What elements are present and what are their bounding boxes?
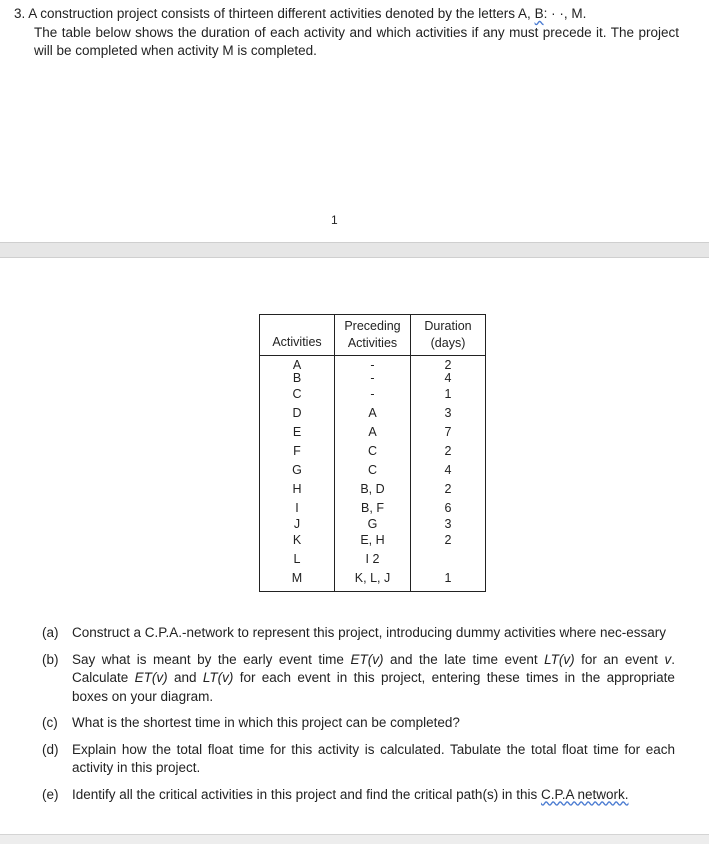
- activity-cell: K: [292, 533, 302, 547]
- part-b-t2: and the late time event: [389, 651, 538, 667]
- activity-cell: C: [292, 387, 302, 401]
- part-d: [42, 741, 675, 778]
- activity-cell: G: [292, 463, 302, 477]
- part-b: [42, 651, 675, 707]
- part-d-label: (d): [42, 741, 59, 757]
- late-event-time-2: LT(v): [202, 670, 234, 685]
- early-event-time: ET(v): [350, 651, 384, 667]
- question-parts: [42, 624, 675, 812]
- activities-column: [260, 356, 335, 592]
- preceding-cell: G: [367, 517, 378, 531]
- cpa-network-link: C.P.A network.: [540, 786, 629, 802]
- preceding-cell: -: [370, 387, 375, 401]
- part-b-t4: . Calculate: [72, 651, 675, 685]
- duration-cell: 2: [444, 444, 452, 458]
- activity-cell: D: [292, 406, 302, 420]
- preceding-cell: A: [368, 406, 377, 420]
- table-body-row: [260, 356, 486, 592]
- preceding-cell: -: [370, 358, 375, 372]
- part-e-label: (e): [42, 786, 59, 802]
- letter-b: B: [534, 6, 544, 21]
- page-separator: [0, 242, 709, 258]
- activity-cell: A: [292, 358, 302, 372]
- activity-cell: H: [292, 482, 302, 496]
- header-duration-line2: (days): [430, 336, 466, 350]
- part-c-text: What is the shortest time in which this project can be completed?: [72, 715, 460, 730]
- part-b-t3: for an event: [581, 651, 658, 667]
- activity-cell: I: [295, 501, 299, 515]
- header-preceding: [335, 315, 411, 356]
- preceding-cell: A: [368, 425, 377, 439]
- part-b-text: [72, 651, 675, 707]
- duration-cell: 6: [444, 501, 452, 515]
- part-b-t5: and: [173, 670, 197, 685]
- question-number: 3.: [14, 6, 26, 21]
- header-preceding-line2: Activities: [347, 336, 398, 350]
- part-c: [42, 714, 675, 733]
- early-event-time-2: ET(v): [134, 670, 168, 685]
- part-b-t1: Say what is meant by the early event time: [72, 651, 344, 667]
- header-activities-label: Activities: [272, 334, 322, 349]
- activity-cell: J: [293, 517, 301, 531]
- late-event-time: LT(v): [544, 651, 575, 667]
- duration-cell: 2: [444, 482, 452, 496]
- duration-cell: 7: [444, 425, 452, 439]
- activity-cell: L: [293, 552, 301, 566]
- part-c-label: (c): [42, 715, 58, 730]
- table-header-row: [260, 315, 486, 356]
- activity-cell: B: [292, 371, 302, 385]
- preceding-cell: B, F: [361, 501, 384, 515]
- part-e-body: Identify all the critical activities in this project and find the critical path(s) in this: [72, 786, 538, 802]
- header-preceding-line1: Preceding: [344, 319, 401, 333]
- question-text: [14, 5, 679, 61]
- preceding-cell: C: [367, 463, 378, 477]
- duration-column: [411, 356, 486, 592]
- header-duration-line1: Duration: [424, 319, 472, 333]
- activity-cell: F: [293, 444, 301, 458]
- activity-cell: M: [291, 571, 303, 585]
- preceding-column: [335, 356, 411, 592]
- question-body: The table below shows the duration of each activity and which activities if any must precede it. The project will be completed when activity M is completed.: [34, 24, 679, 58]
- header-duration: [411, 315, 486, 356]
- duration-cell: 1: [444, 571, 452, 585]
- part-e-text: [72, 786, 675, 805]
- part-d-text: Explain how the total float time for this activity is calculated. Tabulate the total float time for each activity in this project.: [72, 741, 675, 775]
- duration-cell: 2: [444, 358, 452, 372]
- duration-cell: 4: [444, 371, 452, 385]
- page-number: 1: [331, 213, 338, 227]
- duration-cell: 2: [444, 533, 452, 547]
- duration-cell: 3: [444, 517, 452, 531]
- part-a-label: (a): [42, 625, 59, 640]
- preceding-cell: K, L, J: [354, 571, 391, 585]
- duration-cell: [411, 550, 485, 569]
- part-a-text: Construct a C.P.A.-network to represent this project, introducing dummy activities where nec-essary: [72, 625, 666, 640]
- preceding-cell: -: [370, 371, 375, 385]
- duration-cell: 3: [444, 406, 452, 420]
- part-b-label: (b): [42, 651, 59, 667]
- activity-cell: E: [292, 425, 302, 439]
- duration-cell: 4: [444, 463, 452, 477]
- question-line1: A construction project consists of thirteen different activities denoted by the letters A,: [28, 6, 531, 21]
- preceding-cell: C: [367, 444, 378, 458]
- part-b-t6: for each event in this project, entering these times in the appropriate boxes on your diagram.: [72, 670, 675, 704]
- preceding-cell: B, D: [360, 482, 385, 496]
- question-end: , M.: [563, 6, 587, 21]
- duration-cell: 1: [444, 387, 452, 401]
- preceding-cell: I 2: [365, 552, 380, 566]
- part-a: [42, 624, 675, 643]
- ellipsis-dots: : · ·: [543, 6, 564, 21]
- activity-table: [259, 314, 486, 592]
- preceding-cell: E, H: [360, 533, 385, 547]
- event-v: v: [664, 651, 672, 667]
- header-activities: [260, 315, 335, 356]
- part-e: [42, 786, 675, 805]
